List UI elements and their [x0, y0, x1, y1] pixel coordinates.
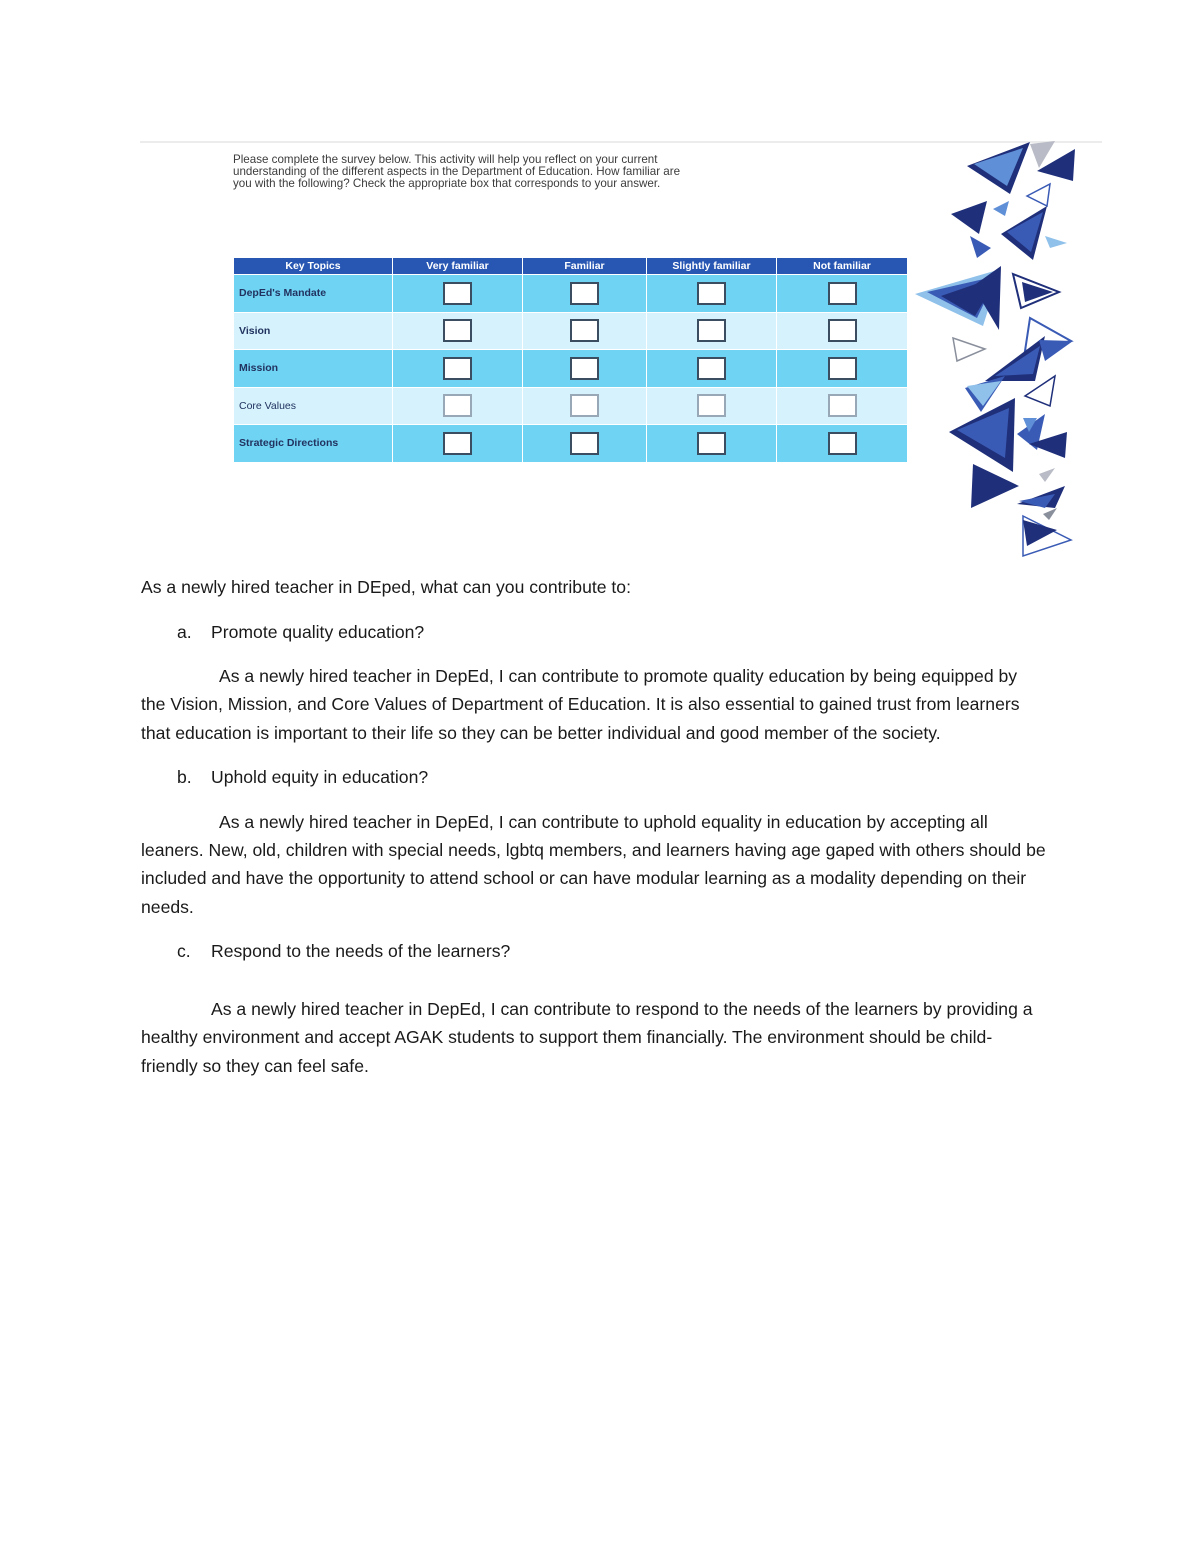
triangle-cluster-decoration-icon: [905, 136, 1085, 562]
answer-learner-needs: As a newly hired teacher in DepEd, I can contribute to respond to the needs of the learners by providing a healthy environment and accept AGAK students to support them financially. The environment should be child-friendly so they can feel safe.: [141, 999, 1033, 1076]
table-row: [234, 425, 908, 463]
table-row: [234, 387, 908, 425]
table-row: [234, 312, 908, 350]
checkbox-very-familiar[interactable]: [443, 282, 472, 305]
checkbox-not-familiar[interactable]: [828, 394, 857, 417]
row-label-vision: Vision: [234, 312, 393, 350]
column-header-key-topics: Key Topics: [234, 258, 393, 275]
table-row: [234, 350, 908, 388]
row-label-strategic-directions: Strategic Directions: [234, 425, 393, 463]
answer-quality-education: As a newly hired teacher in DepEd, I can contribute to promote quality education by being equipped by the Vision, Mission, and Core Values of Department of Education. It is also essential to gained trust from learners that education is important to their life so they can be better individual and good member of the society.: [141, 666, 1020, 743]
list-marker: c.: [177, 941, 191, 962]
checkbox-slightly-familiar[interactable]: [697, 357, 726, 380]
list-item: [141, 763, 1046, 791]
row-label-depeds-mandate: DepEd's Mandate: [234, 275, 393, 313]
checkbox-familiar[interactable]: [570, 394, 599, 417]
checkbox-slightly-familiar[interactable]: [697, 282, 726, 305]
table-row: [234, 275, 908, 313]
checkbox-slightly-familiar[interactable]: [697, 394, 726, 417]
checkbox-very-familiar[interactable]: [443, 357, 472, 380]
checkbox-slightly-familiar[interactable]: [697, 319, 726, 342]
survey-header-row: [234, 258, 908, 275]
checkbox-not-familiar[interactable]: [828, 319, 857, 342]
survey-instructions: Please complete the survey below. This activity will help you reflect on your current understanding of the different aspects in the Department of Education. How familiar are you with the following? Check the appropriate box that corresponds to your answer.: [233, 152, 681, 191]
prompt-question: As a newly hired teacher in DEped, what can you contribute to:: [141, 577, 631, 597]
checkbox-familiar[interactable]: [570, 282, 599, 305]
column-header-familiar: Familiar: [523, 258, 647, 275]
answer-equity-education: As a newly hired teacher in DepEd, I can contribute to uphold equality in education by accepting all leaners. New, old, children with special needs, lgbtq members, and learners having age gaped with others should be included and have the opportunity to attend school or can have modular learning as a modality depending on their needs.: [141, 811, 1046, 917]
row-label-core-values: Core Values: [234, 387, 393, 425]
row-label-mission: Mission: [234, 350, 393, 388]
checkbox-very-familiar[interactable]: [443, 432, 472, 455]
checkbox-very-familiar[interactable]: [443, 319, 472, 342]
column-header-slightly-familiar: Slightly familiar: [647, 258, 777, 275]
checkbox-familiar[interactable]: [570, 357, 599, 380]
answers-section: [141, 573, 1046, 1080]
list-marker: a.: [177, 622, 192, 642]
list-item: [141, 937, 1046, 965]
checkbox-slightly-familiar[interactable]: [697, 432, 726, 455]
question-label-quality: Promote quality education?: [211, 622, 425, 642]
question-label-learner-needs: Respond to the needs of the learners?: [211, 941, 511, 962]
checkbox-familiar[interactable]: [570, 319, 599, 342]
column-header-not-familiar: Not familiar: [777, 258, 908, 275]
checkbox-familiar[interactable]: [570, 432, 599, 455]
familiarity-survey-table: [233, 257, 908, 463]
checkbox-very-familiar[interactable]: [443, 394, 472, 417]
column-header-very-familiar: Very familiar: [393, 258, 523, 275]
list-marker: b.: [177, 766, 192, 787]
question-label-equity: Uphold equity in education?: [211, 766, 429, 787]
checkbox-not-familiar[interactable]: [828, 282, 857, 305]
list-item: [141, 618, 1046, 646]
checkbox-not-familiar[interactable]: [828, 432, 857, 455]
checkbox-not-familiar[interactable]: [828, 357, 857, 380]
